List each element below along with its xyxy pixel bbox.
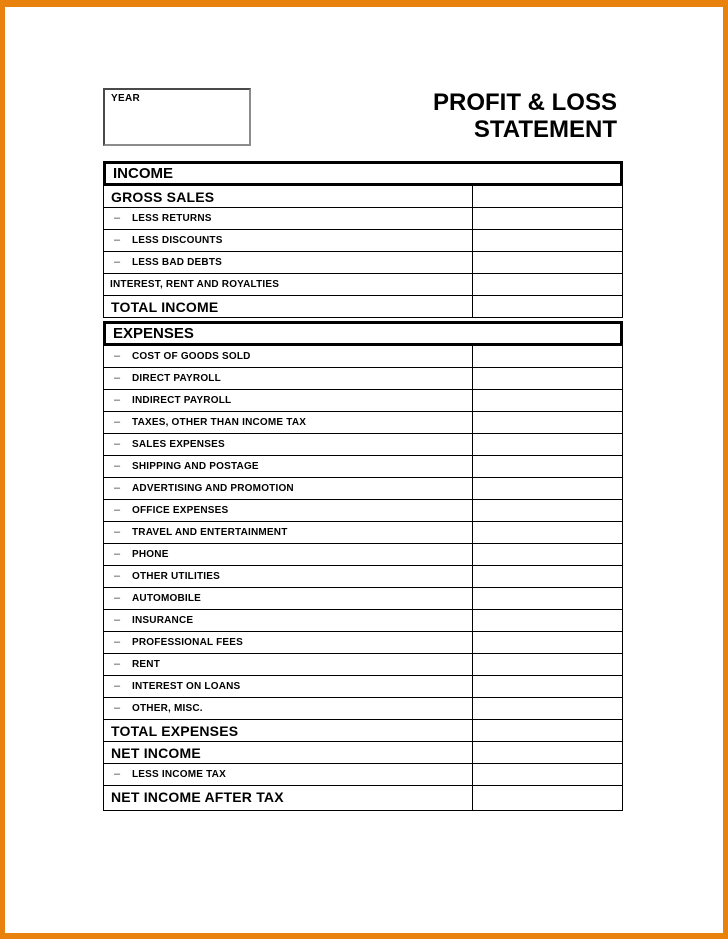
row-label-cell bbox=[104, 346, 473, 367]
table-row bbox=[104, 252, 622, 274]
minus-dash-marker: – bbox=[114, 416, 121, 428]
row-label-cell bbox=[104, 500, 473, 521]
row-label: LESS INCOME TAX bbox=[132, 769, 226, 780]
row-label-cell bbox=[104, 566, 473, 587]
row-label: NET INCOME bbox=[111, 745, 201, 761]
row-label: COST OF GOODS SOLD bbox=[132, 351, 251, 362]
row-label-cell bbox=[104, 786, 473, 810]
row-label-cell bbox=[104, 478, 473, 499]
row-label: SALES EXPENSES bbox=[132, 439, 225, 450]
table-row bbox=[104, 412, 622, 434]
row-value-cell[interactable] bbox=[473, 500, 622, 521]
minus-dash-marker: – bbox=[114, 658, 121, 670]
row-value-cell[interactable] bbox=[473, 610, 622, 631]
row-label: INDIRECT PAYROLL bbox=[132, 395, 232, 406]
row-label-cell bbox=[104, 742, 473, 763]
row-label: LESS RETURNS bbox=[132, 213, 212, 224]
minus-dash-marker: – bbox=[114, 372, 121, 384]
minus-dash-marker: – bbox=[114, 438, 121, 450]
table-row bbox=[104, 720, 622, 742]
page-title-line1: PROFIT & LOSS bbox=[432, 89, 617, 116]
row-label: DIRECT PAYROLL bbox=[132, 373, 221, 384]
table-row bbox=[104, 566, 622, 588]
row-label: INTEREST, RENT AND ROYALTIES bbox=[110, 279, 280, 290]
expenses-table bbox=[103, 346, 623, 811]
document-header bbox=[103, 88, 623, 146]
row-label-cell bbox=[104, 186, 473, 207]
row-label-cell bbox=[104, 274, 473, 295]
minus-dash-marker: – bbox=[114, 526, 121, 538]
minus-dash-marker: – bbox=[114, 482, 121, 494]
row-value-cell[interactable] bbox=[473, 208, 622, 229]
minus-dash-marker: – bbox=[114, 212, 121, 224]
row-label-cell bbox=[104, 654, 473, 675]
minus-dash-marker: – bbox=[114, 234, 121, 246]
row-label-cell bbox=[104, 368, 473, 389]
row-label-cell bbox=[104, 390, 473, 411]
expenses-section-header bbox=[103, 321, 623, 346]
row-label: TOTAL EXPENSES bbox=[111, 723, 239, 739]
table-row bbox=[104, 478, 622, 500]
row-label: TAXES, OTHER THAN INCOME TAX bbox=[132, 417, 307, 428]
row-label-cell bbox=[104, 676, 473, 697]
table-row bbox=[104, 610, 622, 632]
minus-dash-marker: – bbox=[114, 394, 121, 406]
minus-dash-marker: – bbox=[114, 680, 121, 692]
row-label-cell bbox=[104, 544, 473, 565]
row-label-cell bbox=[104, 208, 473, 229]
row-label-cell bbox=[104, 230, 473, 251]
row-value-cell[interactable] bbox=[473, 632, 622, 653]
row-value-cell[interactable] bbox=[473, 230, 622, 251]
row-value-cell[interactable] bbox=[473, 390, 622, 411]
row-label: INTEREST ON LOANS bbox=[132, 681, 241, 692]
table-row bbox=[104, 654, 622, 676]
table-row bbox=[104, 230, 622, 252]
year-box[interactable] bbox=[103, 88, 251, 146]
expenses-section-label: EXPENSES bbox=[113, 325, 194, 342]
row-label-cell bbox=[104, 434, 473, 455]
table-row bbox=[104, 434, 622, 456]
row-label-cell bbox=[104, 522, 473, 543]
row-value-cell[interactable] bbox=[473, 186, 622, 207]
minus-dash-marker: – bbox=[114, 256, 121, 268]
row-value-cell[interactable] bbox=[473, 346, 622, 367]
row-value-cell[interactable] bbox=[473, 742, 622, 763]
row-label: TRAVEL AND ENTERTAINMENT bbox=[132, 527, 288, 538]
table-row bbox=[104, 368, 622, 390]
table-row bbox=[104, 346, 622, 368]
row-label: PROFESSIONAL FEES bbox=[132, 637, 244, 648]
row-label-cell bbox=[104, 698, 473, 719]
table-row bbox=[104, 500, 622, 522]
table-row bbox=[104, 764, 622, 786]
minus-dash-marker: – bbox=[114, 570, 121, 582]
minus-dash-marker: – bbox=[114, 768, 121, 780]
row-label: AUTOMOBILE bbox=[132, 593, 202, 604]
table-row bbox=[104, 676, 622, 698]
minus-dash-marker: – bbox=[114, 592, 121, 604]
row-label: INSURANCE bbox=[132, 615, 194, 626]
row-value-cell[interactable] bbox=[473, 296, 622, 317]
row-label: PHONE bbox=[132, 549, 169, 560]
page-title-line2: STATEMENT bbox=[473, 116, 617, 143]
row-value-cell[interactable] bbox=[473, 588, 622, 609]
row-label-cell bbox=[104, 632, 473, 653]
table-row bbox=[104, 698, 622, 720]
row-label-cell bbox=[104, 296, 473, 317]
table-row bbox=[104, 588, 622, 610]
row-label: ADVERTISING AND PROMOTION bbox=[132, 483, 294, 494]
row-label: RENT bbox=[132, 659, 161, 670]
row-value-cell[interactable] bbox=[473, 412, 622, 433]
row-value-cell[interactable] bbox=[473, 456, 622, 477]
row-label: OTHER, MISC. bbox=[132, 703, 203, 714]
row-label-cell bbox=[104, 764, 473, 785]
minus-dash-marker: – bbox=[114, 614, 121, 626]
table-row bbox=[104, 208, 622, 230]
row-value-cell[interactable] bbox=[473, 434, 622, 455]
row-value-cell[interactable] bbox=[473, 478, 622, 499]
row-label: OTHER UTILITIES bbox=[132, 571, 220, 582]
row-label: NET INCOME AFTER TAX bbox=[111, 789, 284, 805]
minus-dash-marker: – bbox=[114, 636, 121, 648]
row-value-cell[interactable] bbox=[473, 566, 622, 587]
row-label-cell bbox=[104, 252, 473, 273]
table-row bbox=[104, 296, 622, 318]
table-row bbox=[104, 456, 622, 478]
row-value-cell[interactable] bbox=[473, 654, 622, 675]
row-label: OFFICE EXPENSES bbox=[132, 505, 229, 516]
table-row bbox=[104, 522, 622, 544]
table-row bbox=[104, 544, 622, 566]
row-label: TOTAL INCOME bbox=[111, 299, 219, 315]
document-page bbox=[103, 88, 623, 811]
row-label: LESS BAD DEBTS bbox=[132, 257, 223, 268]
table-row bbox=[104, 186, 622, 208]
row-label: SHIPPING AND POSTAGE bbox=[132, 461, 259, 472]
minus-dash-marker: – bbox=[114, 350, 121, 362]
row-label-cell bbox=[104, 412, 473, 433]
income-section-label: INCOME bbox=[113, 165, 173, 182]
row-value-cell[interactable] bbox=[473, 676, 622, 697]
row-label: GROSS SALES bbox=[111, 189, 215, 205]
income-section-header bbox=[103, 161, 623, 186]
row-label-cell bbox=[104, 720, 473, 741]
income-table bbox=[103, 186, 623, 318]
row-label-cell bbox=[104, 456, 473, 477]
table-row bbox=[104, 274, 622, 296]
minus-dash-marker: – bbox=[114, 702, 121, 714]
row-value-cell[interactable] bbox=[473, 764, 622, 785]
row-value-cell[interactable] bbox=[473, 368, 622, 389]
row-value-cell[interactable] bbox=[473, 698, 622, 719]
year-label: YEAR bbox=[111, 93, 140, 104]
table-row bbox=[104, 786, 622, 811]
page-title bbox=[251, 88, 623, 143]
table-row bbox=[104, 742, 622, 764]
row-value-cell[interactable] bbox=[473, 274, 622, 295]
row-value-cell[interactable] bbox=[473, 544, 622, 565]
row-value-cell[interactable] bbox=[473, 522, 622, 543]
minus-dash-marker: – bbox=[114, 548, 121, 560]
row-value-cell[interactable] bbox=[473, 786, 622, 810]
row-value-cell[interactable] bbox=[473, 252, 622, 273]
row-label-cell bbox=[104, 610, 473, 631]
minus-dash-marker: – bbox=[114, 504, 121, 516]
row-label-cell bbox=[104, 588, 473, 609]
minus-dash-marker: – bbox=[114, 460, 121, 472]
table-row bbox=[104, 632, 622, 654]
row-label: LESS DISCOUNTS bbox=[132, 235, 223, 246]
table-row bbox=[104, 390, 622, 412]
row-value-cell[interactable] bbox=[473, 720, 622, 741]
